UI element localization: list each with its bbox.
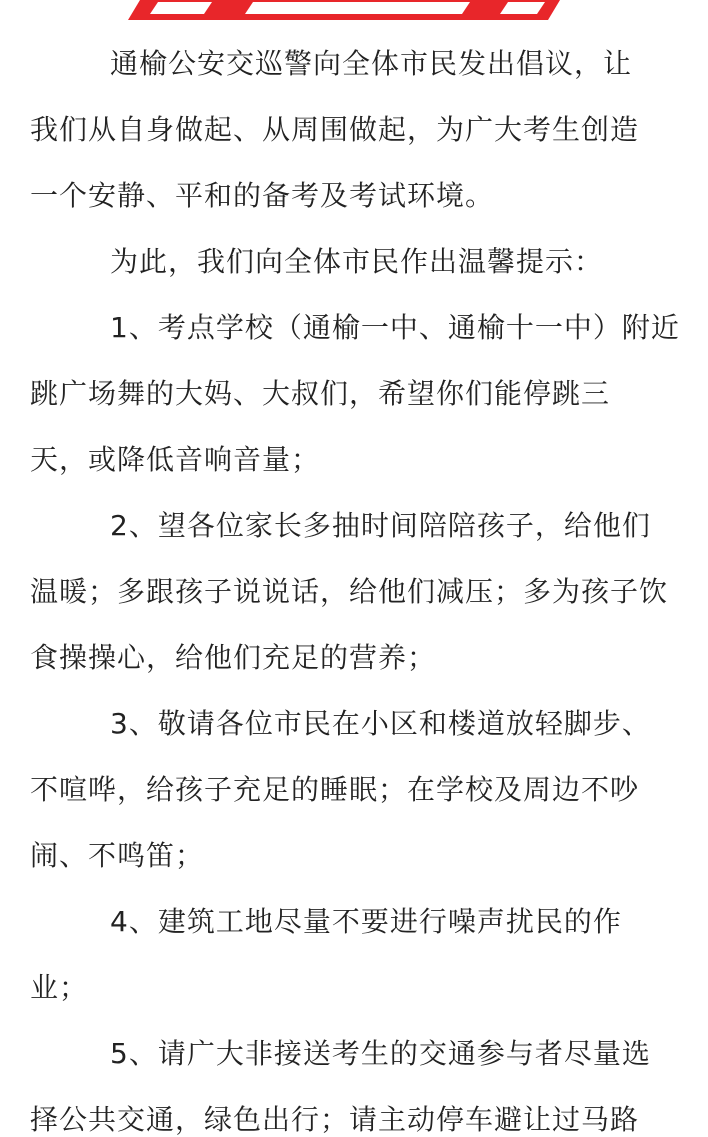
paragraph-line: 不喧哗，给孩子充足的睡眠；在学校及周边不吵 <box>30 773 640 806</box>
paragraph-line: 择公共交通，绿色出行；请主动停车避让过马路 <box>30 1103 640 1136</box>
paragraph-line: 为此，我们向全体市民作出温馨提示： <box>110 245 604 278</box>
paragraph-line: 一个安静、平和的备考及考试环境。 <box>30 179 495 212</box>
paragraph-line: 1、考点学校（通榆一中、通榆十一中）附近 <box>110 311 680 344</box>
paragraph-line: 温暖；多跟孩子说说话，给他们减压；多为孩子饮 <box>30 575 669 608</box>
paragraph-line: 天，或降低音响音量； <box>30 443 321 476</box>
paragraph-line: 跳广场舞的大妈、大叔们，希望你们能停跳三 <box>30 377 611 410</box>
paragraph-line: 2、望各位家长多抽时间陪陪孩子，给他们 <box>110 509 651 542</box>
paragraph-line: 5、请广大非接送考生的交通参与者尽量选 <box>110 1037 651 1070</box>
paragraph-line: 4、建筑工地尽量不要进行噪声扰民的作 <box>110 905 622 938</box>
paragraph-line: 业； <box>30 971 89 1004</box>
paragraph-line: 闹、不鸣笛； <box>30 839 205 872</box>
paragraph-line: 3、敬请各位市民在小区和楼道放轻脚步、 <box>110 707 651 740</box>
paragraph-line: 通榆公安交巡警向全体市民发出倡议，让 <box>110 47 633 80</box>
paragraph-line: 我们从自身做起、从周围做起，为广大考生创造 <box>30 113 640 146</box>
paragraph-line: 食操操心，给他们充足的营养； <box>30 641 437 674</box>
